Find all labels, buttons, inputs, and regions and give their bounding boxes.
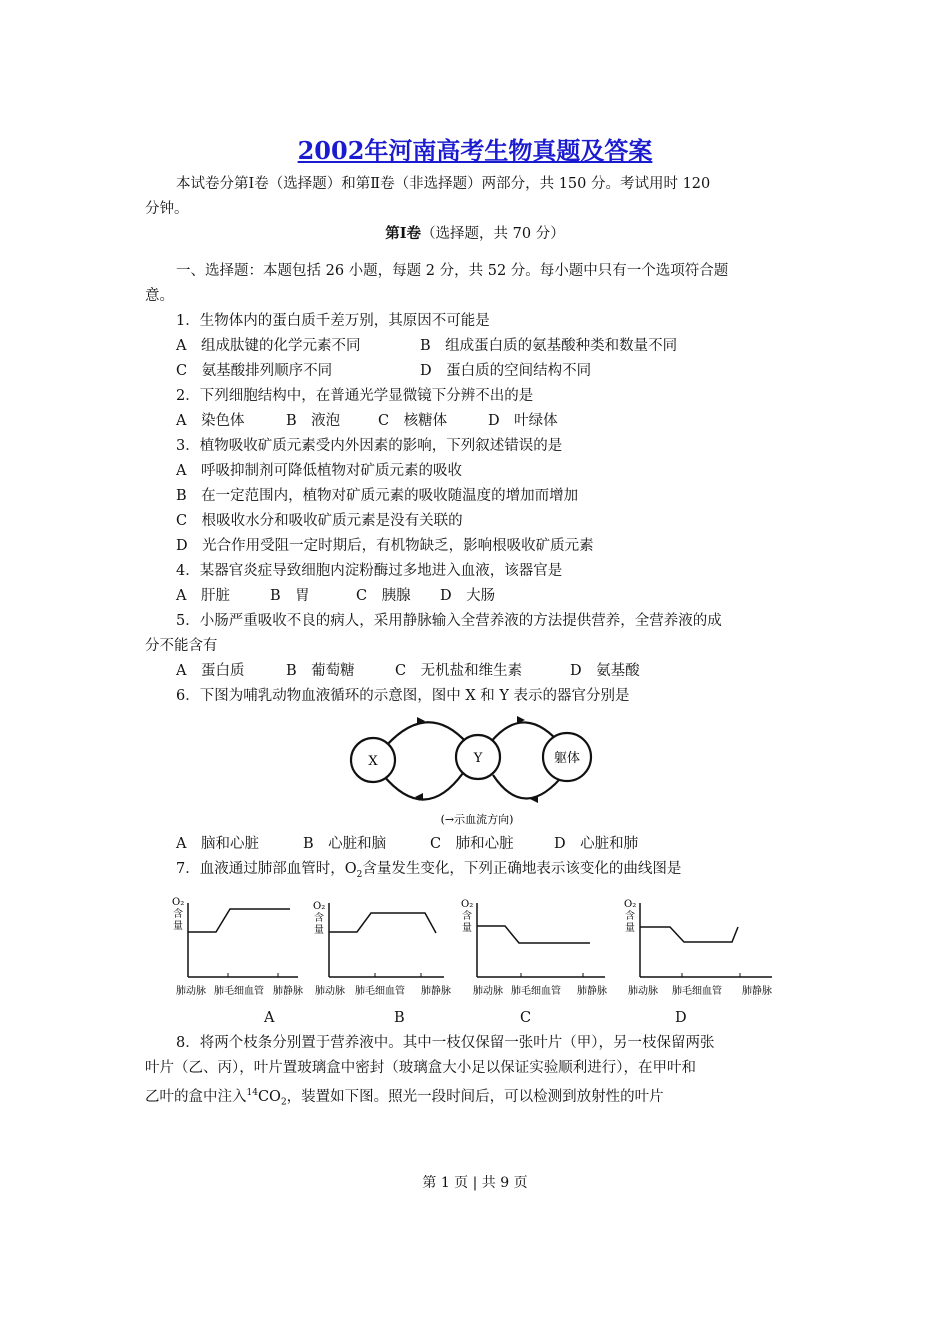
graph-a-x2: 肺毛细血管	[214, 986, 264, 997]
graph-b-letter: B	[394, 1010, 405, 1026]
graph-c-ylabel-2: 含	[462, 911, 472, 922]
left-loop-top-arrow	[380, 722, 467, 753]
graph-c-x1: 肺动脉	[473, 986, 503, 997]
graph-c-x3: 肺静脉	[577, 986, 607, 997]
section-heading	[0, 224, 950, 244]
section-heading-bold: 第Ⅰ卷	[385, 225, 422, 242]
graph-a-ylabel-1: O₂	[172, 897, 185, 908]
graph-b-ylabel-2: 含	[314, 913, 324, 924]
q4-option-a: A 肝脏	[176, 588, 230, 604]
graph-a	[168, 893, 303, 1008]
graph-c-ylabel-3: 量	[462, 923, 472, 934]
graph-a-curve	[188, 909, 290, 932]
q3-stem: 3．植物吸收矿质元素受内外因素的影响，下列叙述错误的是	[176, 438, 563, 454]
graph-d-ylabel-3: 量	[625, 923, 635, 934]
node-x-label: X	[368, 754, 378, 769]
q4-option-c: C 胰腺	[356, 588, 411, 604]
q2-option-b: B 液泡	[286, 413, 341, 429]
q1-option-a: A 组成肽键的化学元素不同	[176, 338, 361, 354]
graph-b-x1: 肺动脉	[315, 986, 345, 997]
q3-option-c: C 根吸收水分和吸收矿质元素是没有关联的	[176, 513, 463, 529]
q2-option-c: C 核糖体	[378, 413, 448, 429]
circulation-diagram	[345, 705, 620, 830]
graph-c-curve	[477, 926, 590, 943]
graph-c-x2: 肺毛细血管	[511, 986, 561, 997]
graph-d-x1: 肺动脉	[628, 986, 658, 997]
q8-line-3-sub: 2	[280, 1097, 287, 1108]
q5-stem-line-2: 分不能含有	[145, 638, 218, 654]
q3-option-a: A 呼吸抑制剂可降低植物对矿质元素的吸收	[176, 463, 462, 479]
q8-line-1: 8．将两个枝条分别置于营养液中。其中一枝仅保留一张叶片（甲），另一枝保留两张	[176, 1035, 715, 1051]
graph-d-x3: 肺静脉	[742, 986, 772, 997]
graph-d-ylabel-1: O₂	[624, 899, 637, 910]
q1-option-c: C 氨基酸排列顺序不同	[176, 363, 333, 379]
q8-line-3-mid: CO	[257, 1088, 281, 1105]
graph-d-ylabel-2: 含	[625, 911, 635, 922]
q1-option-d: D 蛋白质的空间结构不同	[420, 363, 592, 379]
q2-option-d: D 叶绿体	[488, 413, 558, 429]
graph-c-ylabel-1: O₂	[461, 899, 474, 910]
node-y-label: Y	[473, 751, 483, 766]
q7-stem	[176, 859, 681, 885]
graph-c	[455, 893, 615, 1008]
graph-d-x2: 肺毛细血管	[672, 986, 722, 997]
node-body-label: 躯体	[553, 751, 581, 766]
q8-line-2: 叶片（乙、丙），叶片置玻璃盒中密封（玻璃盒大小足以保证实验顺利进行），在甲叶和	[145, 1060, 696, 1076]
graph-b	[309, 893, 459, 1008]
q5-option-b: B 葡萄糖	[286, 663, 355, 679]
graph-d-letter: D	[675, 1010, 687, 1026]
graph-b-curve	[329, 913, 436, 933]
graph-b-x3: 肺静脉	[421, 986, 451, 997]
q6-option-d: D 心脏和肺	[554, 836, 639, 852]
page-title: 2002年河南高考生物真题及答案	[297, 136, 653, 165]
q7-stem-pre: 7．血液通过肺部血管时，O	[176, 861, 357, 877]
intro-line-1: 本试卷分第Ⅰ卷（选择题）和第Ⅱ卷（非选择题）两部分，共 150 分。考试用时 120	[176, 176, 711, 192]
q3-option-d: D 光合作用受阻一定时期后，有机物缺乏，影响根吸收矿质元素	[176, 538, 594, 554]
q7-stem-post: 含量发生变化，下列正确地表示该变化的曲线图是	[362, 861, 682, 877]
q8-line-3-sup: 14	[246, 1088, 258, 1098]
graph-a-ylabel-2: 含	[173, 909, 183, 920]
q6-option-a: A 脑和心脏	[176, 836, 259, 852]
q6-option-b: B 心脏和脑	[303, 836, 387, 852]
q5-option-c: C 无机盐和维生素	[395, 663, 523, 679]
q2-stem: 2．下列细胞结构中，在普通光学显微镜下分辨不出的是	[176, 388, 534, 404]
graph-b-ylabel-1: O₂	[313, 901, 326, 912]
q7-stem-sub: 2	[356, 869, 363, 880]
q5-option-a: A 蛋白质	[176, 663, 245, 679]
q6-option-c: C 肺和心脏	[430, 836, 514, 852]
graph-a-ylabel-3: 量	[173, 921, 183, 932]
arrowhead-4	[530, 795, 538, 803]
graph-c-letter: C	[520, 1010, 532, 1026]
intro-line-2: 分钟。	[145, 201, 189, 217]
instructions-line-1: 一、选择题：本题包括 26 小题，每题 2 分，共 52 分。每小题中只有一个选项符合题	[176, 263, 729, 279]
graph-d-curve	[640, 927, 738, 942]
graph-a-x3: 肺静脉	[273, 986, 303, 997]
graph-a-x1: 肺动脉	[176, 986, 206, 997]
graph-b-ylabel-3: 量	[314, 925, 324, 936]
section-heading-rest: （选择题，共 70 分）	[421, 226, 565, 242]
diagram-caption: (→示血流方向)	[440, 813, 514, 826]
graph-b-x2: 肺毛细血管	[355, 986, 405, 997]
q4-stem: 4．某器官炎症导致细胞内淀粉酶过多地进入血液，该器官是	[176, 563, 563, 579]
q4-option-d: D 大肠	[440, 588, 496, 604]
q1-stem: 1．生物体内的蛋白质千差万别，其原因不可能是	[176, 313, 490, 329]
page-footer: 第 1 页 | 共 9 页	[422, 1175, 528, 1191]
q6-stem: 6．下图为哺乳动物血液循环的示意图，图中 X 和 Y 表示的器官分别是	[176, 688, 630, 704]
graph-a-letter: A	[264, 1010, 275, 1026]
instructions-line-2: 意。	[145, 288, 174, 304]
q4-option-b: B 胃	[270, 588, 310, 604]
q3-option-b: B 在一定范围内，植物对矿质元素的吸收随温度的增加而增加	[176, 488, 579, 504]
q8-line-3-post: ，装置如下图。照光一段时间后，可以检测到放射性的叶片	[286, 1088, 664, 1105]
q8-line-3-pre: 乙叶的盒中注入	[145, 1088, 247, 1105]
q8-line-3	[145, 1083, 664, 1113]
graph-d	[620, 893, 790, 1008]
q1-option-b: B 组成蛋白质的氨基酸种类和数量不同	[420, 338, 678, 354]
q5-stem-line-1: 5．小肠严重吸收不良的病人，采用静脉输入全营养液的方法提供营养，全营养液的成	[176, 613, 722, 629]
q2-option-a: A 染色体	[176, 413, 245, 429]
q5-option-d: D 氨基酸	[570, 663, 640, 679]
